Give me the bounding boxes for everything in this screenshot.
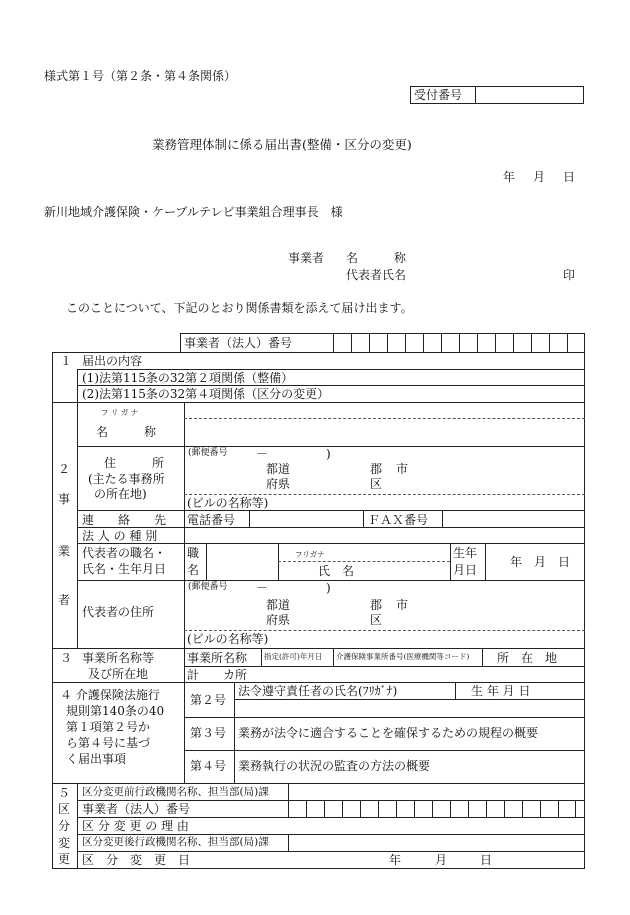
rep-todo-label: 都道 [266, 598, 291, 612]
postal-code-label: (郵便番号 [188, 448, 228, 458]
s5-corp-number-cells[interactable] [288, 800, 585, 817]
rep-gun-label: 郡 [370, 598, 383, 612]
rep-furigana-label: フリガナ [295, 550, 325, 559]
contact-label: 連 絡 先 [82, 513, 167, 527]
rep-building-label: (ビルの名称等) [187, 632, 269, 646]
shi-label: 市 [396, 462, 409, 476]
birth-label-2: 月日 [453, 563, 478, 577]
fax-field[interactable] [444, 512, 583, 526]
compliance-officer-label: 法令遵守責任者の氏名(ﾌﾘｶﾞﾅ) [238, 684, 398, 698]
s3-label-2: 及び所在地 [88, 667, 149, 681]
office-number-header: 介護保険事業所番号(医療機関等コード) [336, 652, 470, 661]
corp-type-label: 法 人 の 種 別 [82, 529, 158, 543]
address-label: 住 所 [104, 456, 165, 470]
office-name-header: 事業所名称 [187, 651, 248, 665]
s4-label-line-2: 規則第140条の40 [66, 704, 165, 718]
s4-label-line-5: く届出事項 [66, 752, 127, 766]
change-reason-label: 区 分 変 更 の 理 由 [82, 819, 189, 833]
rep-postal-code-label: (郵便番号 [188, 582, 228, 592]
s3-label-1: 事業所名称等 [82, 651, 155, 665]
company-name-field[interactable] [186, 420, 584, 444]
s1-title: 届出の内容 [82, 354, 143, 368]
reception-number-label: 受付番号 [414, 88, 463, 102]
rep-title-label-2: 氏名・生年月日 [82, 562, 167, 576]
phone-field[interactable] [251, 512, 361, 526]
change-date-year: 年 [389, 853, 402, 867]
s4-no2-label: 第２号 [190, 693, 227, 707]
s5-corp-number-label: 事業者（法人）番号 [82, 802, 191, 816]
corp-number-label: 事業者（法人）番号 [184, 336, 293, 350]
s2-vertical-2: 業 [58, 544, 71, 558]
form-number: 様式第１号（第２条・第４条関係） [44, 69, 237, 83]
s5-vertical-5: 更 [58, 852, 71, 866]
after-agency-field[interactable] [290, 836, 583, 850]
s4-label-line-4: ら第４号に基づ [66, 736, 151, 750]
corp-number-cells[interactable] [333, 333, 585, 352]
rep-shi-label: 市 [396, 598, 409, 612]
todo-label: 都道 [266, 462, 291, 476]
before-agency-label: 区分変更前行政機関名称、担当部(局)課 [82, 786, 269, 798]
location-header: 所 在 地 [497, 651, 558, 665]
birth-date-field[interactable]: 年 月 日 [510, 555, 571, 569]
s5-vertical-2: 区 [58, 802, 71, 816]
ku-label: 区 [370, 477, 383, 491]
s3-number: ３ [60, 651, 73, 665]
s4-no4-label: 第４号 [190, 759, 227, 773]
rep-mei-label: 名 [187, 563, 200, 577]
gun-label: 郡 [370, 462, 383, 476]
rep-shoku-label: 職 [187, 546, 200, 560]
postal-close: ) [326, 447, 331, 461]
designation-date-header: 指定(許可)年月日 [264, 652, 323, 661]
s2-vertical-1: 事 [58, 492, 71, 506]
s4-label-line-1: ４ 介護保険法施行 [60, 688, 160, 702]
rep-position-field[interactable] [208, 545, 276, 578]
s1-option-change[interactable]: (2)法第115条の32第４項関係（区分の変更） [82, 387, 330, 401]
change-date-month: 月 [435, 853, 448, 867]
rep-title-label-1: 代表者の職名・ [82, 546, 167, 560]
corp-type-field[interactable] [186, 529, 584, 542]
s2-vertical-3: 者 [58, 593, 71, 607]
compliance-officer-field[interactable] [236, 701, 583, 715]
address-sub-label-1: (主たる事務所 [88, 472, 165, 486]
postal-dash: － [256, 447, 269, 461]
audit-method-label: 業務執行の状況の監査の方法の概要 [238, 759, 431, 773]
s5-vertical-1: ５ [58, 786, 71, 800]
furigana-label: フ リ ガ ナ [101, 408, 139, 417]
address-sub-label-2: の所在地) [94, 487, 147, 501]
office-total-label: 計 カ所 [187, 668, 248, 682]
rep-address-label: 代表者の住所 [82, 605, 155, 619]
operator-label: 事業者 [288, 251, 325, 265]
rep-fuken-label: 府県 [266, 613, 291, 627]
operator-name-label: 名 称 [346, 251, 407, 265]
intro-text: このことについて、下記のとおり関係書類を添えて届け出ます。 [66, 301, 413, 315]
s4-label-line-3: 第１項第２号か [66, 720, 151, 734]
rep-postal-dash: － [256, 581, 269, 595]
rep-name-label: 氏 名 [318, 564, 355, 578]
date-year: 年 [503, 170, 516, 184]
after-agency-label: 区分変更後行政機関名称、担当部(局)課 [82, 836, 269, 848]
date-day: 日 [563, 170, 576, 184]
rep-postal-close: ) [326, 581, 331, 595]
fuken-label: 府県 [266, 477, 291, 491]
compliance-officer-birth-label: 生 年 月 日 [471, 684, 531, 698]
s1-number: １ [60, 354, 73, 368]
seal-mark: 印 [563, 268, 576, 282]
reception-number-field[interactable] [478, 89, 582, 101]
building-label: (ビルの名称等) [187, 496, 269, 510]
document-title: 業務管理体制に係る届出書(整備・区分の変更) [152, 137, 412, 152]
s4-no3-label: 第３号 [190, 726, 227, 740]
s2-number: ２ [58, 462, 71, 476]
birth-label-1: 生年 [453, 546, 478, 560]
s5-vertical-4: 変 [58, 836, 71, 850]
change-date-day: 日 [480, 853, 493, 867]
s5-vertical-3: 分 [58, 819, 71, 833]
company-furigana-field[interactable] [186, 404, 584, 417]
before-agency-field[interactable] [290, 785, 583, 799]
compliance-rules-label: 業務が法令に適合することを確保するための規程の概要 [238, 726, 539, 740]
fax-label: ＦＡＸ番号 [368, 513, 429, 527]
addressee: 新川地域介護保険・ケーブルテレビ事業組合理事長 様 [44, 205, 343, 219]
rep-ku-label: 区 [370, 613, 383, 627]
phone-label: 電話番号 [187, 513, 236, 527]
change-date-label: 区 分 変 更 日 [82, 853, 191, 867]
date-month: 月 [533, 170, 546, 184]
representative-label: 代表者氏名 [346, 268, 407, 282]
company-name-label: 名 称 [96, 425, 157, 439]
s1-option-maintenance[interactable]: (1)法第115条の32第２項関係（整備） [82, 371, 294, 385]
